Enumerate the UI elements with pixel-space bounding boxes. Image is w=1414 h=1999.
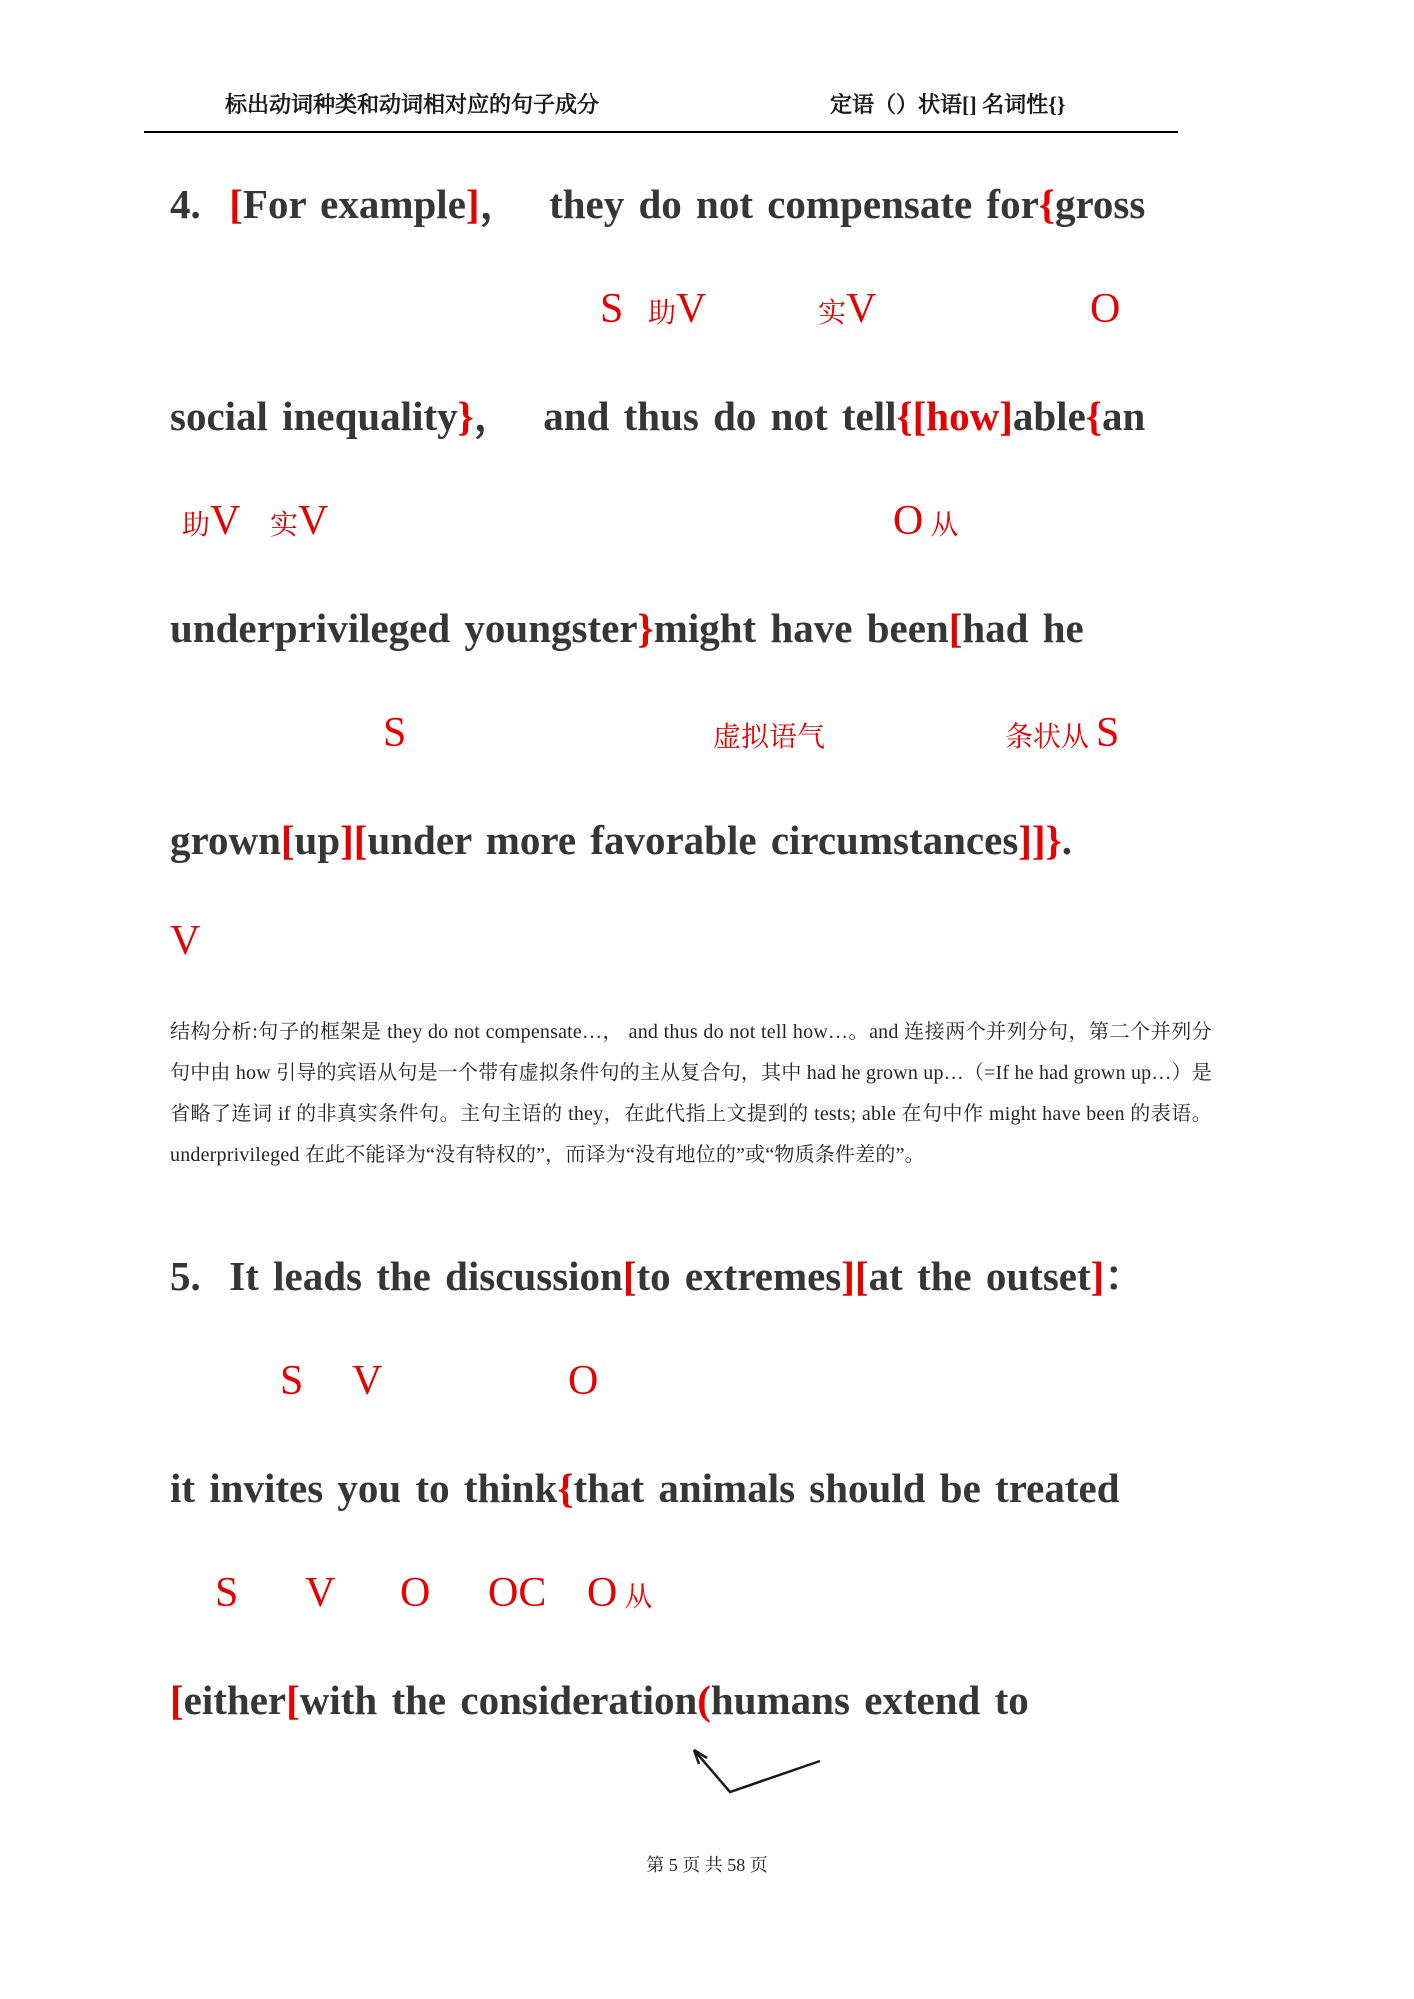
grammar-label-part: V bbox=[846, 286, 877, 332]
text-run: ]]} bbox=[1018, 817, 1062, 863]
grammar-label-part: O bbox=[587, 1570, 618, 1616]
grammar-label bbox=[352, 1360, 382, 1402]
grammar-label-part: O bbox=[893, 498, 924, 544]
text-run: might have been bbox=[653, 605, 949, 651]
grammar-label bbox=[600, 288, 623, 330]
sentence-4-line-3 bbox=[170, 605, 1084, 651]
text-run: social inequality bbox=[170, 393, 458, 439]
text-run: [ bbox=[229, 181, 243, 227]
text-run: [ bbox=[280, 817, 295, 863]
grammar-label bbox=[648, 288, 706, 330]
text-run: { bbox=[1085, 393, 1102, 439]
grammar-label bbox=[893, 500, 958, 542]
grammar-label bbox=[383, 712, 406, 754]
text-run: } bbox=[457, 393, 474, 439]
text-run: } bbox=[637, 605, 654, 651]
sentence-4-line-1 bbox=[170, 181, 1146, 227]
text-run: 5. It leads the discussion bbox=[170, 1253, 623, 1299]
grammar-label-part: V bbox=[676, 286, 707, 332]
grammar-label-part: 助 bbox=[648, 298, 677, 329]
grammar-label-part: OC bbox=[488, 1570, 547, 1616]
grammar-label-part: O bbox=[400, 1570, 431, 1616]
header-legend-text: 定语（）状语[] 名词性{} bbox=[830, 92, 1066, 117]
grammar-label-part: S bbox=[383, 710, 407, 756]
text-run: ] bbox=[1090, 1253, 1105, 1299]
text-run: humans extend to bbox=[710, 1677, 1029, 1723]
grammar-label-part: 实 bbox=[270, 510, 299, 541]
text-run: [ bbox=[286, 1677, 300, 1723]
text-run: had he bbox=[962, 605, 1084, 651]
sentence-4-line-4 bbox=[170, 817, 1072, 863]
text-run: { bbox=[1038, 181, 1055, 227]
text-run: For example bbox=[242, 181, 466, 227]
grammar-label-part: 虚拟语气 bbox=[713, 722, 826, 753]
grammar-label-part: O bbox=[1090, 286, 1121, 332]
grammar-label bbox=[280, 1360, 303, 1402]
grammar-label bbox=[170, 920, 200, 962]
grammar-label-part: V bbox=[305, 1570, 336, 1616]
text-run: and thus do not tell bbox=[543, 393, 897, 439]
annotation-arrow bbox=[600, 1700, 900, 1820]
grammar-label-part: 从 bbox=[923, 510, 959, 541]
text-run: underprivileged youngster bbox=[170, 605, 638, 651]
text-run: they do not compensate for bbox=[549, 181, 1039, 227]
text-run: either bbox=[183, 1677, 287, 1723]
header-rule bbox=[144, 131, 1178, 133]
grammar-label-part: 实 bbox=[818, 298, 847, 329]
grammar-label-part: V bbox=[170, 918, 201, 964]
text-run: gross bbox=[1054, 181, 1146, 227]
grammar-label bbox=[587, 1572, 652, 1614]
text-run: { bbox=[557, 1465, 574, 1511]
text-run: [ bbox=[948, 605, 963, 651]
grammar-label-part: S bbox=[280, 1358, 304, 1404]
grammar-label-part: O bbox=[568, 1358, 599, 1404]
grammar-label bbox=[270, 500, 328, 542]
text-run: able bbox=[1012, 393, 1086, 439]
grammar-label-part: V bbox=[298, 498, 329, 544]
text-run: with the consideration bbox=[299, 1677, 698, 1723]
text-run: ： bbox=[1104, 1253, 1146, 1299]
grammar-label-part: S bbox=[215, 1570, 239, 1616]
sentence-5-line-1 bbox=[170, 1253, 1146, 1299]
annotation-arrow-shaft bbox=[694, 1750, 820, 1792]
text-run: ][ bbox=[841, 1253, 869, 1299]
grammar-label bbox=[182, 500, 240, 542]
text-run: at the outset bbox=[868, 1253, 1091, 1299]
grammar-label bbox=[305, 1572, 335, 1614]
page-number-footer: 第 5 页 共 58 页 bbox=[646, 1855, 768, 1875]
grammar-label-part: 从 bbox=[617, 1582, 653, 1613]
text-run: ] bbox=[465, 181, 480, 227]
sentence-4-line-2 bbox=[170, 393, 1146, 439]
text-run: ， bbox=[479, 181, 550, 227]
grammar-label bbox=[488, 1572, 546, 1614]
text-run: up bbox=[294, 817, 341, 863]
grammar-label bbox=[400, 1572, 430, 1614]
grammar-label bbox=[568, 1360, 598, 1402]
text-run: ， bbox=[473, 393, 544, 439]
text-run: grown bbox=[170, 817, 281, 863]
grammar-label bbox=[713, 712, 825, 754]
text-run: [ bbox=[170, 1677, 184, 1723]
grammar-label-part: V bbox=[210, 498, 241, 544]
text-run: an bbox=[1101, 393, 1146, 439]
header-left-text: 标出动词种类和动词相对应的句子成分 bbox=[225, 92, 600, 117]
text-run: under more favorable circumstances bbox=[367, 817, 1019, 863]
text-run: [ bbox=[622, 1253, 637, 1299]
text-run: ( bbox=[697, 1677, 711, 1723]
grammar-label-part: S bbox=[1096, 710, 1120, 756]
text-run: {[how] bbox=[896, 393, 1013, 439]
structure-analysis-paragraph: 结构分析:句子的框架是 they do not compensate…， and thus do not tell how…。and 连接两个并列分句，第二个并列分句中由 how 引导的宾语从句是一个带有虚拟条件句的主从复合句，其中 had he grown up…（=If he had grown up…）是省略了连词 if 的非真实条件句。主句主语的 they，在此代指上文提到的 tests; able 在句中作 might have been 的表语。underprivileged 在此不能译为“没有特权的”，而译为“没有地位的”或“物质条件差的”。 bbox=[170, 1021, 1212, 1166]
text-run: 4. bbox=[170, 181, 230, 227]
text-run: that animals should be treated bbox=[573, 1465, 1120, 1511]
grammar-label-part: S bbox=[600, 286, 624, 332]
grammar-label-part: 助 bbox=[182, 510, 211, 541]
grammar-label bbox=[215, 1572, 238, 1614]
grammar-label bbox=[818, 288, 876, 330]
text-run: it invites you to think bbox=[170, 1465, 558, 1511]
text-run: to extremes bbox=[636, 1253, 842, 1299]
grammar-label-part: V bbox=[352, 1358, 383, 1404]
grammar-label-part: 条状从 bbox=[1005, 722, 1097, 753]
text-run: ][ bbox=[340, 817, 368, 863]
grammar-label bbox=[1090, 288, 1120, 330]
sentence-5-line-2 bbox=[170, 1465, 1120, 1511]
grammar-label bbox=[1005, 712, 1119, 754]
text-run: . bbox=[1061, 817, 1072, 863]
